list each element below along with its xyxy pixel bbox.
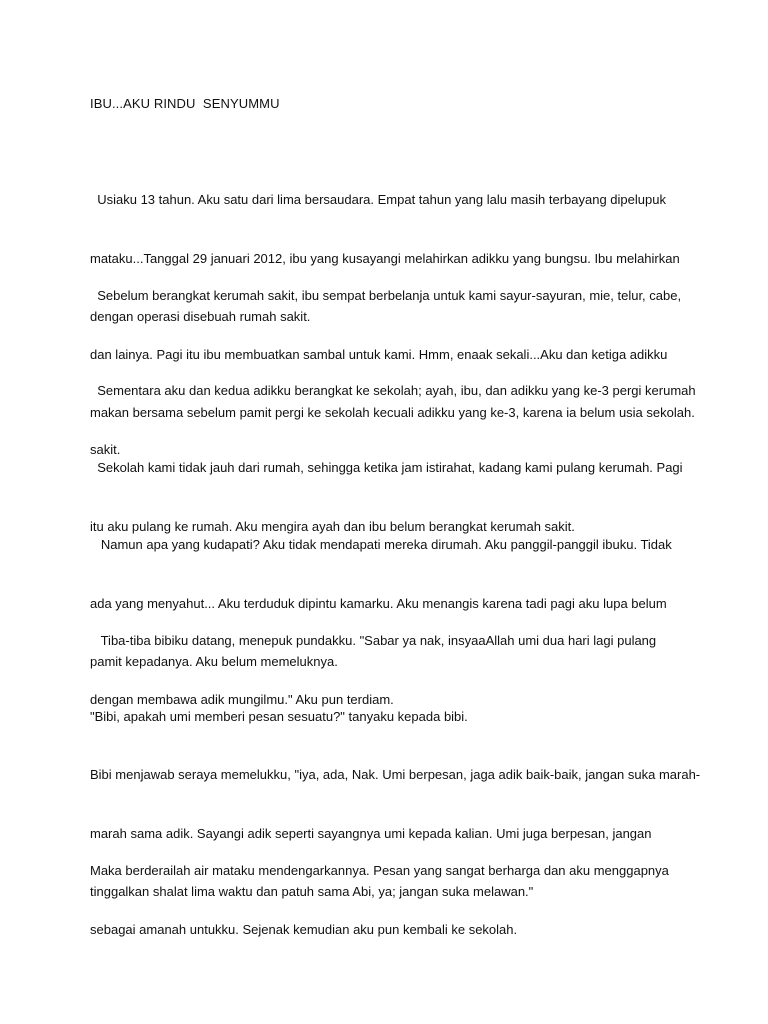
paragraph-line: "Bibi, apakah umi memberi pesan sesuatu?" tanyaku kepada bibi. [90,709,468,724]
paragraph-line: mataku...Tanggal 29 januari 2012, ibu yang kusayangi melahirkan adikku yang bungsu. Ibu melahirkan [90,250,680,266]
paragraph-line: marah sama adik. Sayangi adik seperti sayangnya umi kepada kalian. Umi juga berpesan, jangan [90,825,652,841]
paragraph-9 [90,822,690,978]
paragraph-line: Sementara aku dan kedua adikku berangkat ke sekolah; ayah, ibu, dan adikku yang ke-3 pergi kerumah [90,383,696,398]
paragraph-line: sebagai amanah untukku. Sejenak kemudian aku pun kembali ke sekolah. [90,921,518,937]
paragraph-line: dan lainya. Pagi itu ibu membuatkan sambal untuk kami. Hmm, enaak sekali...Aku dan ketiga adikku [90,346,668,362]
paragraph-line: Bibi menjawab seraya memelukku, "iya, ada, Nak. Umi berpesan, jaga adik baik-baik, jangan suka marah- [90,767,701,782]
paragraph-line: tinggalkan shalat lima waktu dan patuh sama Abi, ya; jangan suka melawan." [90,884,534,899]
paragraph-line: Sebelum berangkat kerumah sakit, ibu sempat berbelanja untuk kami sayur-sayuran, mie, telur, cabe, [90,288,682,303]
paragraph-line: Namun apa yang kudapati? Aku tidak mendapati mereka dirumah. Aku panggil-panggil ibuku. Tidak [90,537,672,552]
paragraph-line: Tiba-tiba bibiku datang, menepuk pundakku. "Sabar ya nak, insyaaAllah umi dua hari lagi pulang [90,633,657,648]
paragraph-line: pamit kepadanya. Aku belum memeluknya. [90,654,338,669]
paragraph-line: makan bersama sebelum pamit pergi ke sekolah kecuali adikku yang ke-3, karena ia belum usia sekolah. [90,405,695,420]
document-title: IBU...AKU RINDU SENYUMMU [90,96,284,111]
paragraph-line: dengan operasi disebuah rumah sakit. [90,309,311,324]
paragraph-line: Usiaku 13 tahun. Aku satu dari lima bersaudara. Empat tahun yang lalu masih terbayang dipelupuk [90,192,666,207]
paragraph-line: ada yang menyahut... Aku terduduk dipintu kamarku. Aku menangis karena tadi pagi aku lupa belum [90,595,667,611]
paragraph-line: itu aku pulang ke rumah. Aku mengira ayah dan ibu belum berangkat kerumah sakit. [90,518,575,534]
paragraph-line: dengan membawa adik mungilmu." Aku pun terdiam. [90,691,394,707]
paragraph-line: sakit. [90,441,121,457]
paragraph-line: Maka berderailah air mataku mendengarkannya. Pesan yang sangat berharga dan aku menggapnya [90,863,669,878]
paragraph-line: Sekolah kami tidak jauh dari rumah, sehingga ketika jam istirahat, kadang kami pulang kerumah. Pagi [90,460,683,475]
